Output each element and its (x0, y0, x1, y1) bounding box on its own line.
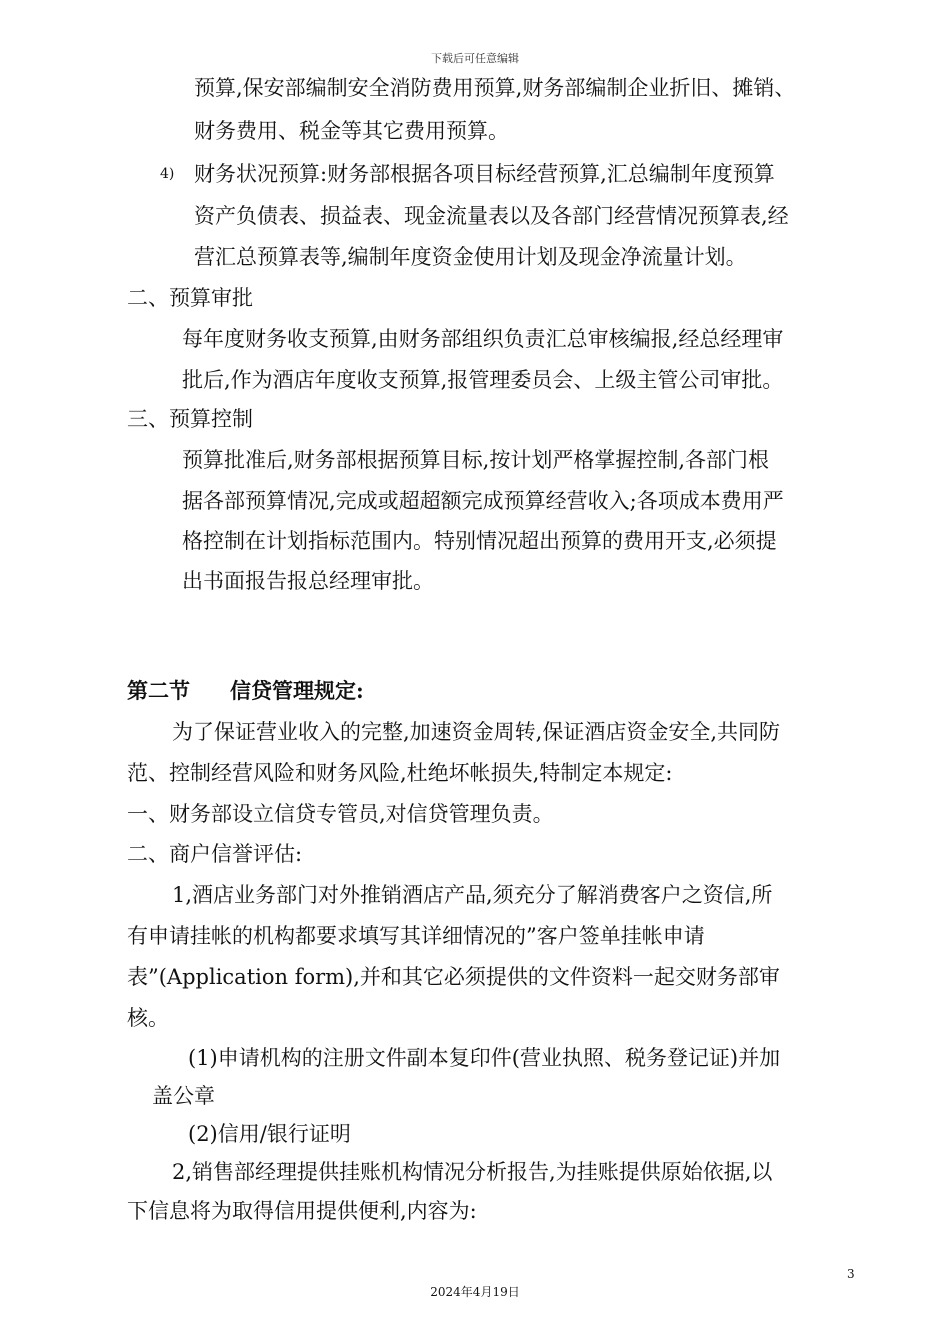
list-item-line: 资产负债表、损益表、现金流量表以及各部门经营情况预算表,经 (194, 204, 789, 228)
paragraph-line: 每年度财务收支预算,由财务部组织负责汇总审核编报,经总经理审 (182, 327, 784, 351)
paragraph-line: 范、控制经营风险和财务风险,杜绝坏帐损失,特制定本规定: (127, 761, 673, 785)
section-title: 信贷管理规定: (230, 678, 364, 703)
paragraph-line: 预算,保安部编制安全消防费用预算,财务部编制企业折旧、摊销、 (194, 76, 796, 100)
rule-item: 二、商户信誉评估: (127, 842, 303, 866)
sub-item-line: 盖公章 (152, 1084, 215, 1108)
paragraph-line: 预算批准后,财务部根据预算目标,按计划严格掌握控制,各部门根 (182, 448, 770, 472)
list-item-line: 营汇总预算表等,编制年度资金使用计划及现金净流量计划。 (194, 245, 747, 269)
paragraph-line: 出书面报告报总经理审批。 (182, 569, 434, 593)
rule-item: 一、财务部设立信贷专管员,对信贷管理负责。 (127, 802, 554, 826)
paragraph-line: 核。 (127, 1006, 169, 1030)
heading-budget-control: 三、预算控制 (127, 407, 253, 431)
paragraph-line: 为了保证营业收入的完整,加速资金周转,保证酒店资金安全,共同防 (172, 720, 781, 744)
sub-item-line: (2)信用/银行证明 (188, 1122, 351, 1146)
paragraph-line: 财务费用、税金等其它费用预算。 (194, 119, 509, 143)
paragraph-line: 有申请挂帐的机构都要求填写其详细情况的”客户签单挂帐申请 (127, 924, 705, 948)
sub-item-line: (1)申请机构的注册文件副本复印件(营业执照、税务登记证)并加 (188, 1046, 781, 1070)
paragraph-line: 下信息将为取得信用提供便利,内容为: (127, 1199, 477, 1223)
paragraph-line: 2,销售部经理提供挂账机构情况分析报告,为挂账提供原始依据,以 (172, 1160, 773, 1184)
heading-budget-approval: 二、预算审批 (127, 286, 253, 310)
list-item-line: 财务状况预算:财务部根据各项目标经营预算,汇总编制年度预算 (194, 162, 775, 186)
paragraph-line: 格控制在计划指标范围内。特别情况超出预算的费用开支,必须提 (182, 529, 777, 553)
footer-date: 2024年4月19日 (430, 1285, 520, 1299)
page-header: 下载后可任意编辑 (431, 52, 519, 65)
paragraph-line: 批后,作为酒店年度收支预算,报管理委员会、上级主管公司审批。 (182, 368, 784, 392)
paragraph-line: 据各部预算情况,完成或超超额完成预算经营收入;各项成本费用严 (182, 489, 784, 513)
paragraph-line: 1,酒店业务部门对外推销酒店产品,须充分了解消费客户之资信,所 (172, 883, 773, 907)
page-number: 3 (847, 1267, 855, 1281)
list-number: 4) (160, 166, 175, 182)
section-number: 第二节 (127, 678, 190, 703)
paragraph-line: 表”(Application form),并和其它必须提供的文件资料一起交财务部审 (127, 965, 780, 989)
